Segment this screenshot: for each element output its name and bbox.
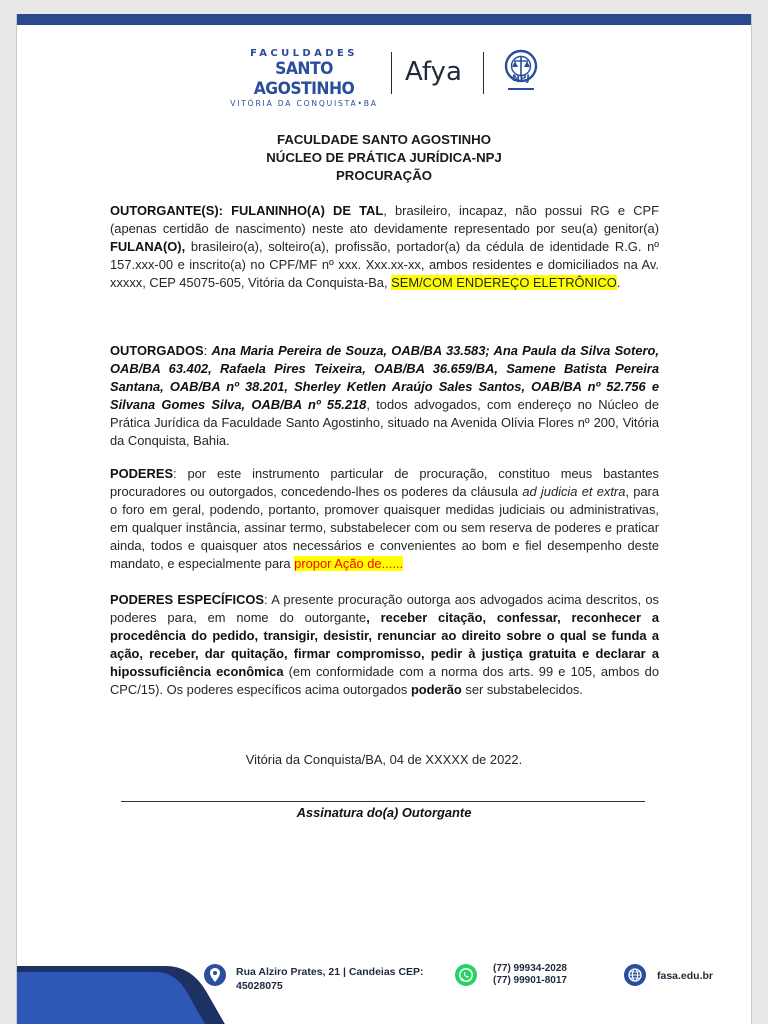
outorgante-end: .	[616, 275, 621, 291]
poderao-word: poderão	[410, 682, 462, 698]
npj-logo-text: NPJ	[512, 74, 530, 84]
outorgados-text: , todos advogados, com endereço no Núcleo de Prática Jurídica da Faculdade Santo Agostinho, situado na Avenida Olívia Flores nº 200, Vitória da Conquista, Bahia.	[110, 397, 659, 449]
fasa-logo-line1: FACULDADES	[250, 48, 358, 59]
location-pin-icon	[204, 964, 226, 986]
poderes-especificos-text-3: ser substabelecidos.	[461, 682, 583, 698]
afya-logo-text: Afya	[405, 57, 462, 87]
fasa-logo-line2: SANTO AGOSTINHO	[253, 59, 355, 99]
logo-divider	[391, 52, 392, 94]
outorgados-paragraph	[110, 342, 659, 450]
outorgante-text-1: , brasileiro, incapaz, não possui RG e CPF (apenas certidão de nascimento) neste ato devidamente representado por seu(a) genitor(a)	[110, 203, 659, 237]
logo-divider	[483, 52, 484, 94]
poderes-label: PODERES	[110, 466, 174, 481]
outorgados-label: OUTORGADOS	[110, 343, 204, 358]
poderes-paragraph	[110, 465, 659, 573]
date-line: Vitória da Conquista/BA, 04 de XXXXX de 2022.	[245, 752, 523, 767]
globe-icon	[624, 964, 646, 986]
afya-logo	[403, 52, 467, 88]
title-line-3: PROCURAÇÃO	[336, 168, 432, 183]
outorgante-paragraph	[110, 202, 659, 292]
title-line-1: FACULDADE SANTO AGOSTINHO	[277, 132, 491, 147]
ad-judicia-clause: ad judicia et extra	[522, 484, 626, 500]
signature-line	[121, 801, 645, 802]
fasa-logo	[225, 48, 383, 108]
npj-logo	[502, 47, 546, 97]
poderes-especificos-text-2: (em conformidade com a norma dos arts. 99 e 105, ambos do CPC/15). Os poderes específicos acima outorgados	[110, 664, 659, 698]
lawyers-list: Ana Maria Pereira de Souza, OAB/BA 33.583; Ana Paula da Silva Sotero, OAB/BA 63.402, Rafaela Pires Teixeira, OAB/BA 36.659/BA, Samene Batista Pereira Santana, OAB/BA nº 38.201, Sherley Ketlen Araújo Sales Santos, OAB/BA nº 52.756 e Silvana Gomes Silva, OAB/BA nº 55.218	[110, 343, 659, 413]
genitor-name: FULANA(O),	[110, 239, 186, 255]
document-page	[16, 14, 752, 1024]
footer-website[interactable]: fasa.edu.br	[657, 970, 714, 982]
top-color-bar	[17, 14, 751, 25]
footer-phone-2: (77) 99901-8017	[493, 975, 567, 986]
outorgante-text-2: brasileiro(a), solteiro(a), profissão, portador(a) da cédula de identidade R.G. nº 157.xxx-00 e inscrito(a) no CPF/MF nº xxx. Xxx.xx-xx, ambos residentes e domiciliados na Av. xxxxx, CEP 45075-605, Vitória da Conquista-Ba,	[110, 239, 659, 291]
signature-label: Assinatura do(a) Outorgante	[296, 805, 472, 820]
outorgados-colon: :	[203, 343, 212, 358]
poderes-especificos-paragraph	[110, 591, 659, 699]
whatsapp-icon	[455, 964, 477, 986]
specific-powers-list: , receber citação, confessar, reconhecer a procedência do pedido, transigir, desistir, renunciar ao direito sobre o qual se funda a ação, receber, dar quitação, firmar compromisso, pedir à justiça gratuita e declarar a hipossuficiência econômica	[110, 610, 659, 680]
poderes-text-1: : por este instrumento particular de procuração, constituo meus bastantes procuradores ou outorgados, concedendo-lhes os poderes da cláusula	[110, 466, 659, 500]
electronic-address-highlight: SEM/COM ENDEREÇO ELETRÔNICO	[391, 275, 617, 291]
poderes-especificos-text-1: : A presente procuração outorga aos advogados acima descritos, os poderes para, em nome do outorgante	[110, 592, 659, 626]
fasa-logo-line3: VITÓRIA DA CONQUISTA•BA	[230, 99, 378, 108]
footer-phone-1: (77) 99934-2028	[493, 963, 567, 974]
footer-address: Rua Alziro Prates, 21 | Candeias CEP: 45028075	[236, 966, 424, 992]
poderes-especificos-label: PODERES ESPECÍFICOS	[110, 592, 265, 607]
outorgante-label: OUTORGANTE(S): FULANINHO(A) DE TAL	[110, 203, 384, 218]
title-line-2: NÚCLEO DE PRÁTICA JURÍDICA-NPJ	[266, 150, 502, 165]
poderes-text-2: , para o foro em geral, podendo, portanto, promover quaisquer medidas judiciais ou administrativas, em qualquer instância, assinar termo, substabelecer com ou sem reserva de poderes e praticar ainda, todos e quaisquer atos necessários e convenientes ao bom e fiel desempenho deste mandato, e especialmente para	[110, 484, 659, 572]
propor-acao-highlight: propor Ação de......	[294, 556, 404, 572]
